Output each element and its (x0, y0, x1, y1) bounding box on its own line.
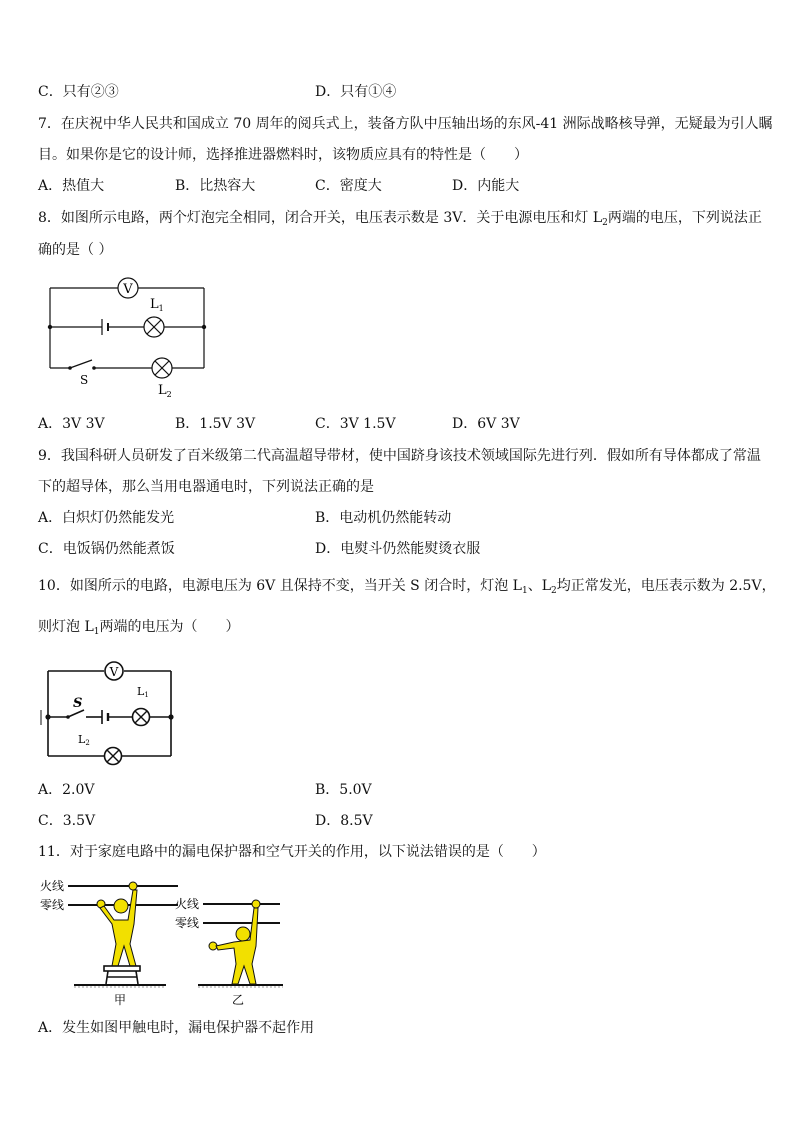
person-figure-right (209, 900, 260, 984)
q8-switch-label: S (80, 373, 89, 387)
q9-stem-line2: 下的超导体，那么当用电器通电时，下列说法正确的是 (38, 479, 374, 495)
q8-voltmeter-label: V (123, 282, 133, 297)
q8-stem-line2: 确的是（ ） (38, 242, 113, 258)
q7-option-d: D．内能大 (452, 178, 520, 194)
q8-stem-text-b: 两端的电压，下列说法正 (607, 210, 762, 226)
q11-neutral-wire-label-right: 零线 (175, 916, 200, 930)
q8-option-c: C．3V 1.5V (315, 416, 396, 432)
stool-icon (104, 966, 140, 984)
q8-stem-line1 (38, 208, 762, 233)
q10-stem2-text-a: 则灯泡 L (38, 619, 94, 635)
q10-stem2-text-b: 两端的电压为（ ） (99, 619, 240, 635)
q11-live-wire-label-right: 火线 (175, 897, 200, 911)
q10-stem-text-a: 10．如图所示的电路，电源电压为 6V 且保持不变，当开关 S 闭合时，灯泡 L (38, 578, 522, 594)
q8-stem-sub: 2 (602, 218, 608, 228)
q10-stem-text-mid: 、L (527, 578, 552, 594)
person-figure-left (97, 882, 137, 966)
q10-stem-sub1: 1 (521, 586, 528, 596)
q10-stem-sub2: 2 (551, 586, 557, 596)
q8-option-a: A．3V 3V (38, 416, 105, 432)
q8-option-b: B．1.5V 3V (175, 416, 256, 432)
q8-option-d: D．6V 3V (452, 416, 520, 432)
q11-stem: 11．对于家庭电路中的漏电保护器和空气开关的作用，以下说法错误的是（ ） (38, 844, 546, 860)
q9-option-c: C．电饭锅仍然能煮饭 (38, 541, 175, 557)
q10-lamp1-label: L1 (137, 685, 149, 699)
q7-stem-line1: 7．在庆祝中华人民共和国成立 70 周年的阅兵式上，装备方队中压轴出场的东风-41 洲际战略核导弹，无疑最为引人瞩 (38, 116, 773, 132)
q8-lamp2-label: $L_2$ (158, 383, 172, 399)
q10-stem-line1 (38, 576, 776, 601)
q11-caption-left: 甲 (113, 993, 127, 1007)
lamp-icon (105, 748, 122, 765)
q11-option-a: A．发生如图甲触电时，漏电保护器不起作用 (38, 1020, 315, 1036)
q11-live-wire-label-left: 火线 (40, 879, 65, 893)
q8-circuit-diagram (40, 270, 215, 400)
q10-lamp2-label: L2 (78, 733, 90, 747)
voltmeter-icon (105, 662, 123, 680)
q7-option-c: C．密度大 (315, 178, 382, 194)
q10-option-d: D．8.5V (315, 813, 373, 829)
lamp-icon (144, 317, 164, 337)
q10-option-a: A．2.0V (38, 782, 95, 798)
q10-circuit-diagram (38, 655, 183, 773)
lamp-icon (152, 358, 172, 378)
q8-stem-text-a: 8．如图所示电路，两个灯泡完全相同，闭合开关，电压表示数是 3V．关于电源电压和灯 L (38, 210, 603, 226)
q9-option-b: B．电动机仍然能转动 (315, 510, 452, 526)
voltmeter-icon (118, 278, 138, 298)
q10-voltmeter-label: V (109, 665, 119, 679)
q11-electric-shock-figure (38, 874, 288, 1010)
q11-neutral-wire-label-left: 零线 (40, 898, 65, 912)
q10-option-c: C．3.5V (38, 813, 96, 829)
q11-caption-right: 乙 (231, 993, 245, 1007)
q9-option-d: D．电熨斗仍然能熨烫衣服 (315, 541, 481, 557)
q10-stem2-sub: 1 (93, 627, 100, 637)
q10-option-b: B．5.0V (315, 782, 372, 798)
q9-stem-line1: 9．我国科研人员研发了百米级第二代高温超导带材，使中国跻身该技术领域国际先进行列．假如所有导体都成了常温 (38, 448, 761, 464)
q8-lamp1-label: $L_1$ (150, 297, 164, 313)
q9-option-a: A．白炽灯仍然能发光 (38, 510, 175, 526)
q6-option-c: C．只有②③ (38, 84, 119, 100)
q6-option-d: D．只有①④ (315, 84, 397, 100)
q10-switch-label: S (73, 696, 83, 711)
q10-stem-text-b: 均正常发光，电压表示数为 2.5V， (556, 578, 776, 594)
q10-stem-line2 (38, 617, 239, 642)
q7-option-a: A．热值大 (38, 178, 105, 194)
lamp-icon (133, 709, 150, 726)
q7-option-b: B．比热容大 (175, 178, 256, 194)
q7-stem-line2: 目。如果你是它的设计师，选择推进器燃料时，该物质应具有的特性是（ ） (38, 147, 528, 163)
